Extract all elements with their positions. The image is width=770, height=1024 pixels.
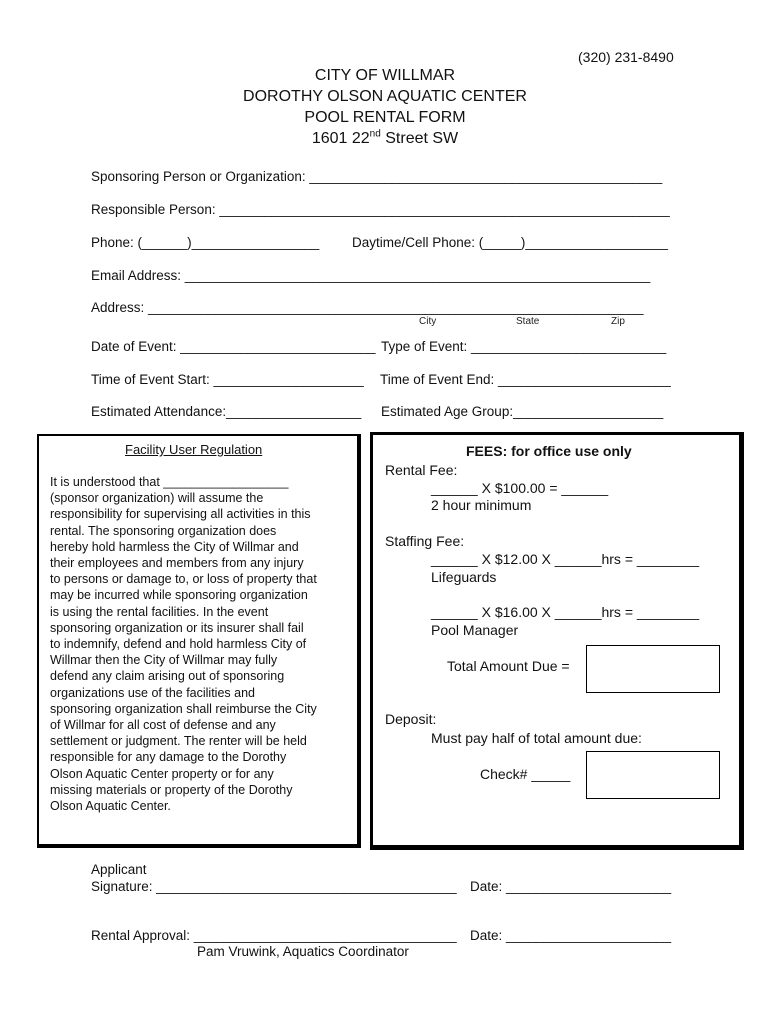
address-city-label: City <box>419 316 437 327</box>
regulation-line: Olson Aquatic Center property or for any <box>50 766 274 781</box>
check-number-label[interactable]: Check# _____ <box>480 766 571 782</box>
rental-fee-calc[interactable]: ______ X $100.00 = ______ <box>431 480 609 496</box>
header-address-street: Street SW <box>380 130 459 147</box>
address-zip-label: Zip <box>611 316 625 327</box>
regulation-line: of Willmar for all cost of defense and any <box>50 718 276 733</box>
regulation-text <box>50 474 317 814</box>
phone-field[interactable]: Phone: (______)_________________ <box>91 235 320 250</box>
rental-fee-note: 2 hour minimum <box>431 497 532 513</box>
regulation-line: rental. The sponsoring organization does <box>50 523 277 538</box>
header-center: DOROTHY OLSON AQUATIC CENTER <box>243 88 527 105</box>
header-city: CITY OF WILLMAR <box>314 67 456 84</box>
regulation-line: defend any claim arising out of sponsoring <box>50 669 285 684</box>
address-field[interactable]: Address: __________________________________________________________________ <box>91 300 644 315</box>
rental-approval-field[interactable]: Rental Approval: ___________________________________ <box>91 928 457 943</box>
lifeguard-calc[interactable]: ______ X $12.00 X ______hrs = ________ <box>431 551 700 567</box>
staffing-fee-label: Staffing Fee: <box>385 533 465 549</box>
regulation-line: their employees and members from any injury <box>50 556 304 571</box>
manager-calc[interactable]: ______ X $16.00 X ______hrs = ________ <box>431 604 700 620</box>
regulation-heading: Facility User Regulation <box>125 442 263 457</box>
attendance-field[interactable]: Estimated Attendance:__________________ <box>91 404 362 419</box>
regulation-line: responsible for any damage to the Dorothy <box>50 750 287 765</box>
daytime-phone-field[interactable]: Daytime/Cell Phone: (_____)___________________ <box>352 235 668 250</box>
regulation-line: is using the rental facilities. In the event <box>50 604 269 619</box>
regulation-line: sponsoring organization shall reimburse the City <box>50 701 317 716</box>
total-amount-box[interactable] <box>586 645 720 693</box>
approval-date-field[interactable]: Date: ______________________ <box>470 928 672 943</box>
regulation-line: to persons or damage to, or loss of property that <box>50 572 317 587</box>
deposit-label: Deposit: <box>385 711 437 727</box>
header-phone: (320) 231-8490 <box>578 49 674 65</box>
header-address <box>0 129 770 149</box>
coordinator-name: Pam Vruwink, Aquatics Coordinator <box>197 944 409 959</box>
regulation-line: (sponsor organization) will assume the <box>50 491 264 506</box>
regulation-line: Olson Aquatic Center. <box>50 799 171 814</box>
age-group-field[interactable]: Estimated Age Group:____________________ <box>381 404 664 419</box>
lifeguard-label: Lifeguards <box>431 569 497 585</box>
regulation-line: sponsoring organization or its insurer shall fail <box>50 620 304 635</box>
type-of-event-field[interactable]: Type of Event: __________________________ <box>381 339 667 354</box>
responsible-field[interactable]: Responsible Person: ____________________________________________________________ <box>91 202 670 217</box>
regulation-line: It is understood that __________________ <box>50 475 289 489</box>
regulation-line: Willmar then the City of Willmar may fully <box>50 653 278 668</box>
header-form-title: POOL RENTAL FORM <box>304 109 466 126</box>
header-address-number: 1601 22 <box>311 130 370 147</box>
signature-date-field[interactable]: Date: ______________________ <box>470 879 672 894</box>
rental-fee-label: Rental Fee: <box>385 462 458 478</box>
fees-heading: FEES: for office use only <box>466 443 632 459</box>
applicant-label: Applicant <box>91 862 147 877</box>
time-start-field[interactable]: Time of Event Start: ____________________ <box>91 372 364 387</box>
regulation-line: responsibility for supervising all activities in this <box>50 507 311 522</box>
regulation-line: missing materials or property of the Dorothy <box>50 782 293 797</box>
time-end-field[interactable]: Time of Event End: _______________________ <box>380 372 671 387</box>
deposit-note: Must pay half of total amount due: <box>431 730 642 746</box>
signature-field[interactable]: Signature: ________________________________________ <box>91 879 457 894</box>
manager-label: Pool Manager <box>431 622 519 638</box>
date-of-event-field[interactable]: Date of Event: __________________________ <box>91 339 376 354</box>
regulation-line: hereby hold harmless the City of Willmar and <box>50 539 299 554</box>
check-amount-box[interactable] <box>586 751 720 799</box>
address-state-label: State <box>516 316 540 327</box>
total-amount-label: Total Amount Due = <box>447 658 570 674</box>
regulation-line: to indemnify, defend and hold harmless City of <box>50 637 307 652</box>
email-field[interactable]: Email Address: ______________________________________________________________ <box>91 268 651 283</box>
header-address-suffix: nd <box>369 128 381 140</box>
regulation-line: settlement or judgment. The renter will be held <box>50 734 307 749</box>
regulation-line: organizations use of the facilities and <box>50 685 255 700</box>
regulation-line: may be incurred while sponsoring organization <box>50 588 308 603</box>
sponsoring-field[interactable]: Sponsoring Person or Organization: _______________________________________________ <box>91 169 663 184</box>
